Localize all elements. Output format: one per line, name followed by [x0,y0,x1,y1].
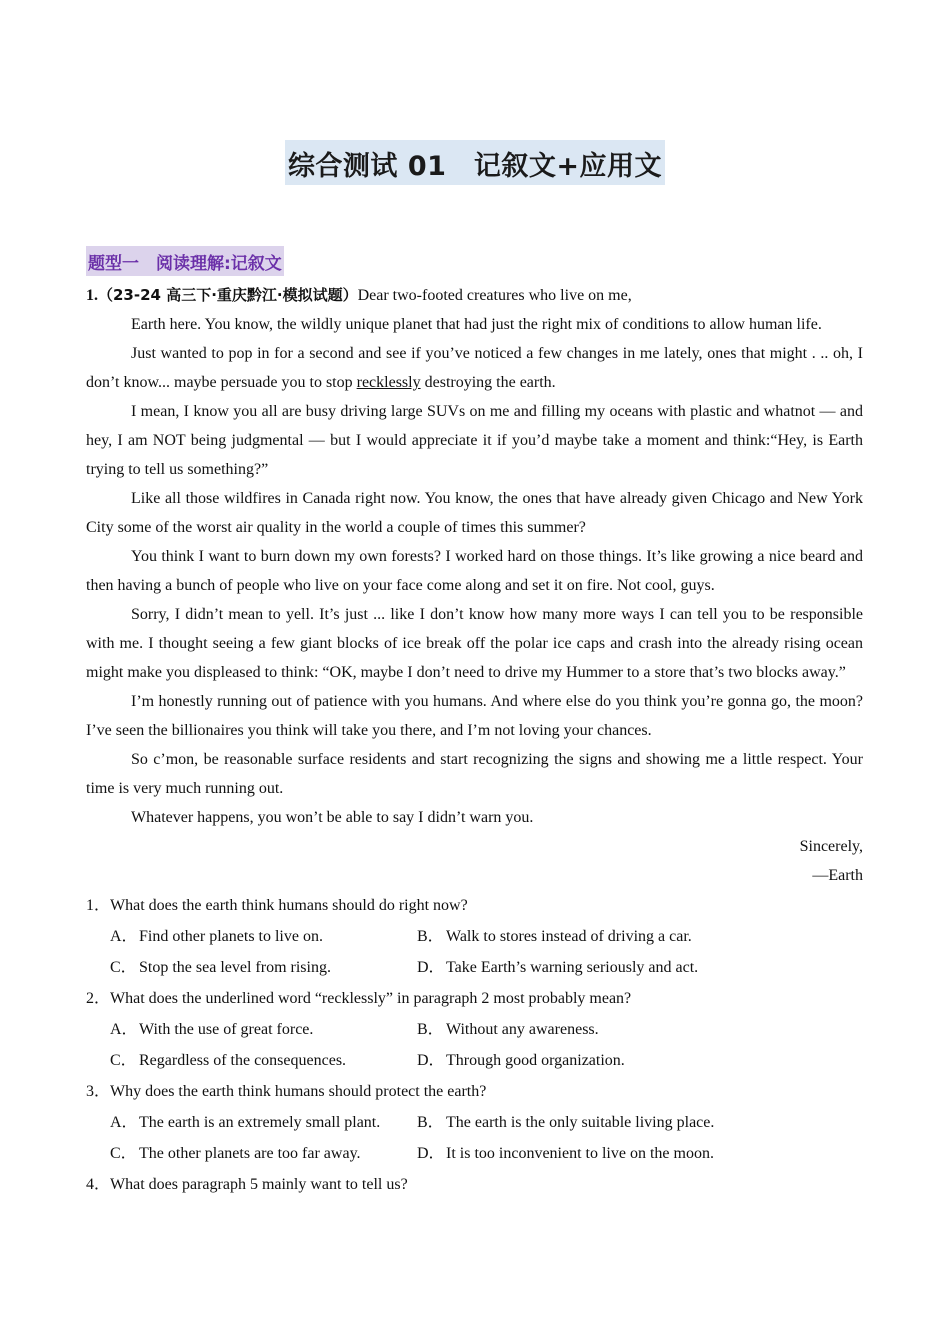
option-c[interactable] [110,1138,417,1169]
question-1-options [110,921,863,983]
option-letter: B． [417,1021,444,1038]
option-a[interactable] [110,1014,417,1045]
option-c[interactable] [110,1045,417,1076]
option-text: Through good organization. [446,1052,625,1069]
paragraph-7: I’m honestly running out of patience with you humans. And where else do you think you’re gonna go, the moon? I’ve seen the billionaires you think will take you there, and I’m not loving your chances. [86,693,863,739]
option-text: The other planets are too far away. [139,1145,361,1162]
option-a[interactable] [110,921,417,952]
item-source: （23-24 高三下·重庆黔江·模拟试题） [98,286,358,304]
option-letter: C． [110,1145,137,1162]
greeting-line [86,281,863,310]
document-title: 综合测试 01 记叙文+应用文 [285,140,665,185]
paragraph-9: Whatever happens, you won’t be able to say I didn’t warn you. [131,809,534,826]
option-text: The earth is an extremely small plant. [139,1114,381,1131]
option-b[interactable] [417,1014,724,1045]
question-4: 4．What does paragraph 5 mainly want to tell us? [86,1176,408,1193]
option-d[interactable] [417,1045,724,1076]
option-letter: A． [110,1021,138,1038]
question-3: 3．Why does the earth think humans should protect the earth? [86,1083,487,1100]
question-3-options [110,1107,863,1169]
option-letter: A． [110,928,138,945]
paragraph-6: Sorry, I didn’t mean to yell. It’s just ... like I don’t know how many more ways I can tell you to be responsible with me. I thought seeing a few giant blocks of ice break off the polar ice caps and crash into the already rising ocean might make you displeased to think: “OK, maybe I don’t need to drive my Hummer to a store that’s two blocks away.” [86,606,863,681]
option-d[interactable] [417,1138,724,1169]
option-text: With the use of great force. [139,1021,314,1038]
option-letter: D． [417,959,445,976]
option-letter: B． [417,928,444,945]
paragraph-4: Like all those wildfires in Canada right now. You know, the ones that have already given Chicago and New York City some of the worst air quality in the world a couple of times this summer? [86,490,863,536]
paragraph-3: I mean, I know you all are busy driving large SUVs on me and filling my oceans with plastic and whatnot — and hey, I am NOT being judgmental — but I would appreciate it if you’d maybe take a moment and think:“Hey, is Earth trying to tell us something?” [86,403,863,478]
option-letter: D． [417,1145,445,1162]
option-text: Find other planets to live on. [139,928,323,945]
section-heading: 题型一 阅读理解:记叙文 [86,246,284,276]
option-text: Without any awareness. [446,1021,599,1038]
paragraph-2-end: destroying the earth. [420,374,556,391]
paragraph-5: You think I want to burn down my own forests? I worked hard on those things. It’s like growing a nice beard and then having a bunch of people who live on your face come along and set it on fire. Not cool, guys. [86,548,863,594]
question-2: 2．What does the underlined word “recklessly” in paragraph 2 most probably mean? [86,990,632,1007]
option-b[interactable] [417,921,724,952]
question-list [86,890,863,1200]
question-1: 1．What does the earth think humans should do right now? [86,897,468,914]
letter-signature: —Earth [812,867,863,884]
item-number: 1. [86,287,98,304]
paragraph-8: So c’mon, be reasonable surface residents and start recognizing the signs and showing me a little respect. Your time is very much running out. [86,751,863,797]
option-letter: C． [110,1052,137,1069]
option-d[interactable] [417,952,724,983]
letter-closing: Sincerely, [799,838,863,855]
option-letter: A． [110,1114,138,1131]
option-c[interactable] [110,952,417,983]
option-text: Stop the sea level from rising. [139,959,331,976]
option-text: It is too inconvenient to live on the moon. [446,1145,714,1162]
paragraph-2-start: Just wanted to pop in for a second and see if you’ve noticed a few changes in me lately, ones that might . .. oh, I don’t know... maybe persuade you to stop [86,345,863,391]
underlined-word: recklessly [356,374,421,391]
paragraph-1: Earth here. You know, the wildly unique planet that had just the right mix of conditions to allow human life. [131,316,822,333]
option-text: Regardless of the consequences. [139,1052,347,1069]
option-text: The earth is the only suitable living place. [446,1114,715,1131]
paragraph-2 [86,339,863,397]
option-letter: C． [110,959,137,976]
option-b[interactable] [417,1107,724,1138]
reading-passage [86,281,863,1200]
option-letter: B． [417,1114,444,1131]
question-2-options [110,1014,863,1076]
letter-greeting: Dear two-footed creatures who live on me, [357,287,632,304]
option-a[interactable] [110,1107,417,1138]
option-text: Walk to stores instead of driving a car. [446,928,692,945]
option-letter: D． [417,1052,445,1069]
document-title-wrap [0,140,950,185]
option-text: Take Earth’s warning seriously and act. [446,959,699,976]
